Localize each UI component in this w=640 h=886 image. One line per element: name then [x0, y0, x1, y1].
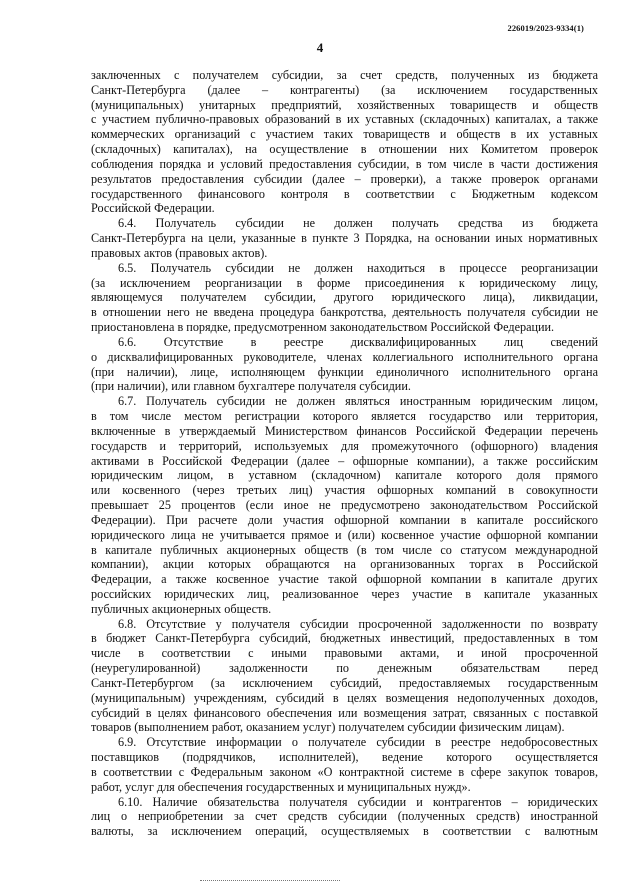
document-number: 226019/2023-9334(1) [507, 23, 584, 33]
text-line: включенные в утверждаемый Министерством финансов Российской Федерации перечень [91, 423, 598, 438]
text-line: (муниципальным) учреждениям, субсидий в целях возмещения недополученных доходов, [91, 690, 598, 705]
text-line: Федерации). При расчете доли участия офшорной компании в капитале российского [91, 512, 598, 527]
text-line: государств и территорий, используемых для промежуточного (офшорного) владения [91, 438, 598, 453]
text-line: соблюдения порядка и условий предоставления субсидии, в том числе в части достижения [91, 156, 598, 171]
text-line: о дисквалифицированных руководителе, членах коллегиального исполнительного органа [91, 349, 598, 364]
text-line: или косвенного (через третьих лиц) участия офшорных компаний в совокупности [91, 483, 598, 498]
text-line: Санкт-Петербургом (за исключением субсидий, предоставляемых государственным [91, 675, 598, 690]
text-line: в отношении него не введена процедура банкротства, деятельность получателя субсидии не [91, 305, 598, 320]
text-line: приостановлена в порядке, предусмотренном законодательством Российской Федерации. [91, 320, 555, 335]
text-line: (при наличии), или главном бухгалтере получателя субсидии. [91, 379, 411, 394]
text-line: (неурегулированной) задолженности по денежным обязательствам перед [91, 661, 598, 676]
text-line: Федерации, а также косвенное участие такой офшорной компании в капитале других [91, 572, 598, 587]
text-line: Санкт-Петербурга (далее – контрагенты) (за исключением государственных [91, 82, 598, 97]
text-line: 6.10. Наличие обязательства получателя субсидии и контрагентов – юридических [118, 794, 598, 809]
text-line: публичных акционерных обществ. [91, 601, 272, 616]
text-line: (за исключением реорганизации в форме присоединения к юридическому лицу, [91, 275, 598, 290]
text-line: являющемуся получателем субсидии, другого юридического лица), ликвидации, [91, 290, 598, 305]
document-body [91, 68, 598, 839]
text-line: 6.9. Отсутствие информации о получателе субсидии в реестре недобросовестных [118, 735, 598, 750]
text-line: 6.6. Отсутствие в реестре дисквалифицированных лиц сведений [118, 334, 598, 349]
text-line: с участием публично-правовых образований в их уставных (складочных) капиталах, а также [91, 112, 598, 127]
text-line: в том числе местом регистрации которого является государство или территория, [91, 409, 598, 424]
text-line: в соответствии с Федеральным законом «О контрактной системе в сфере закупок товаров, [91, 764, 598, 779]
text-line: 6.7. Получатель субсидии не должен являться иностранным юридическим лицом, [118, 394, 598, 409]
text-line: (при наличии), лице, исполняющем функции единоличного исполнительного органа [91, 364, 598, 379]
text-line: заключенных с получателем субсидии, за счет средств, полученных из бюджета [91, 68, 598, 82]
text-line: 6.8. Отсутствие у получателя субсидии просроченной задолженности по возврату [118, 616, 598, 631]
text-line: российских юридических лиц, реализованное через участие в капитале указанных [91, 586, 598, 601]
text-line: поставщиков (подрядчиков, исполнителей), ведение которого осуществляется [91, 750, 598, 765]
text-line: 6.5. Получатель субсидии не должен находиться в процессе реорганизации [118, 260, 598, 275]
text-line: государственного финансового контроля в соответствии с Бюджетным кодексом [91, 186, 598, 201]
text-line: (складочных) капиталах), на осуществление в отношении них Комитетом проверок [91, 142, 598, 157]
text-line: работ, услуг для обеспечения государственных и муниципальных нужд». [91, 779, 471, 794]
text-line: Санкт-Петербурга на цели, указанные в пункте 3 Порядка, на основании иных нормативных [91, 231, 598, 246]
text-line: компании), акции которых обращаются на организованных торгах в Российской [91, 557, 598, 572]
text-line: субсидий в целях финансового обеспечения или возмещения затрат, связанных с поставкой [91, 705, 598, 720]
text-line: лиц о неприобретении за счет средств субсидии (полученных средств) иностранной [91, 809, 598, 824]
text-line: правовых актов (правовых актов). [91, 245, 268, 260]
text-line: числе в соответствии с иными правовыми актами, и иной просроченной [91, 646, 598, 661]
page-bottom-mark [200, 880, 340, 883]
text-line: коммерческих организаций с участием таких товариществ и обществ в их уставных [91, 127, 598, 142]
text-line: результатов предоставления субсидии (далее – проверки), а также проверок органами [91, 171, 598, 186]
text-line: товаров (выполнением работ, оказанием услуг) получателем субсидии физическим лицам). [91, 720, 565, 735]
text-line: активами в Российской Федерации (далее – офшорные компании), а также российским [91, 453, 598, 468]
text-line: валюты, за исключением операций, осуществляемых в соответствии с валютным [91, 824, 598, 839]
text-line: в капитале публичных акционерных обществ (в том числе со статусом международной [91, 542, 598, 557]
text-line: юридическим лицом, в уставном (складочном) капитале которого доля прямого [91, 468, 598, 483]
text-line: в бюджет Санкт-Петербурга субсидий, бюджетных инвестиций, предоставленных в том [91, 631, 598, 646]
page-number: 4 [316, 40, 324, 55]
text-line: (муниципальных) унитарных предприятий, хозяйственных товариществ и обществ [91, 97, 598, 112]
text-line: Российской Федерации. [91, 201, 215, 216]
text-line: превышает 25 процентов (если иное не предусмотрено законодательством Российской [91, 498, 598, 513]
text-line: юридического лица не учитывается прямое и (или) косвенное участие офшорной компании [91, 527, 598, 542]
text-line: 6.4. Получатель субсидии не должен получать средства из бюджета [118, 216, 598, 231]
